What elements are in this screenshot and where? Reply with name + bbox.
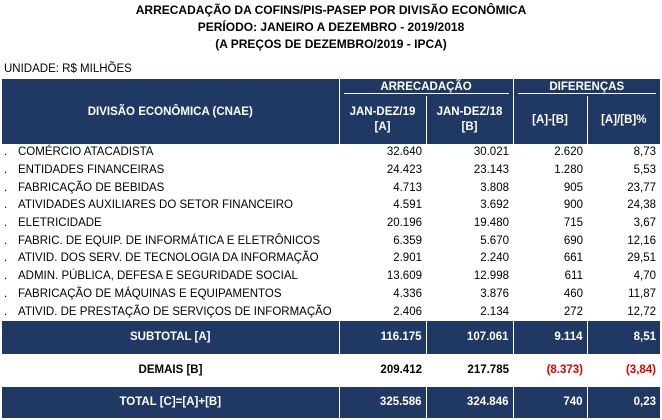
row-value-b: 23.143 [473,164,509,177]
demais-pct: (3,84) [625,364,657,377]
row-division-name [2,286,339,304]
total-diff: 740 [513,387,587,418]
demais-a: 209.412 [380,364,422,377]
row-pct: 29,51 [627,252,657,265]
row-diff: 2.620 [554,146,583,159]
table-row [2,162,660,180]
row-bullet: . [4,287,8,300]
row-division-name [2,197,339,215]
col-header-diff: [A]-[B] [513,96,587,144]
row-pct: 8,73 [633,146,657,159]
subtotal-b: 107.061 [426,321,513,354]
row-division-label: FABRICAÇÃO DE MÁQUINAS E EQUIPAMENTOS [18,287,282,300]
row-value-b: 3.876 [480,287,509,300]
report-title: ARRECADAÇÃO DA COFINS/PIS-PASEP POR DIVISÃO ECONÔMICA [135,3,527,17]
row-pct: 11,87 [628,287,657,300]
row-division-name [2,162,339,180]
row-division-name [2,303,339,321]
row-value-b: 5.670 [480,234,509,247]
col-header-pct: [A]/[B]% [587,96,660,144]
demais-diff: (8.373) [546,364,583,377]
row-division-label: FABRIC. DE EQUIP. DE INFORMÁTICA E ELETRÔNICOS [18,234,321,247]
subtotal-diff: 9.114 [513,321,587,354]
row-diff: 272 [563,305,583,318]
row-division-name [2,268,339,286]
row-value-a: 24.423 [386,164,422,177]
group-header-diferencas-label: DIFERENÇAS [518,81,657,94]
table-row [2,232,660,250]
row-pct: 24,38 [627,199,657,212]
total-a: 325.586 [339,387,426,418]
col-header-jan-dez-18-l2: [B] [461,121,478,133]
row-division-name [2,215,339,233]
row-value-b: 3.692 [480,199,509,212]
row-value-b: 2.240 [480,252,509,265]
row-value-a: 4.713 [393,181,422,194]
table-row [2,144,660,162]
row-value-b: 30.021 [473,146,509,159]
subtotal-a: 116.175 [339,321,426,354]
row-pct: 4,70 [633,270,657,283]
col-header-jan-dez-19-l2: [A] [374,121,391,133]
row-pct: 23,77 [627,181,657,194]
row-diff: 611 [564,270,583,283]
row-division-label: FABRICAÇÃO DE BEBIDAS [18,181,165,194]
col-header-jan-dez-19 [339,96,426,144]
group-header-arrecadacao [339,79,513,96]
row-division-label: ELETRICIDADE [18,217,102,230]
row-bullet: . [4,234,8,247]
row-pct: 3,67 [633,217,657,230]
report-title-block [0,0,662,53]
row-division-name [2,250,339,268]
row-value-b: 19.480 [473,217,509,230]
total-row [2,387,660,418]
row-division-label: ATIVID. DE PRESTAÇÃO DE SERVIÇOS DE INFORMAÇÃO [18,305,332,318]
row-diff: 900 [563,199,583,212]
row-bullet: . [4,270,8,283]
row-bullet: . [4,305,8,318]
demais-label: DEMAIS [B] [138,364,203,377]
row-division-name [2,179,339,197]
row-value-b: 12.998 [473,270,509,283]
subtotal-label: SUBTOTAL [A] [2,321,339,354]
group-header-arrecadacao-label: ARRECADAÇÃO [344,81,509,94]
row-value-a: 4.591 [393,199,422,212]
subtotal-pct: 8,51 [587,321,660,354]
table-body [2,144,660,321]
total-b: 324.846 [426,387,513,418]
row-value-a: 32.640 [386,146,422,159]
col-header-jan-dez-18 [426,96,513,144]
row-division-name [2,144,339,162]
table-row [2,197,660,215]
table-row [2,303,660,321]
total-pct: 0,23 [587,387,660,418]
table-row [2,268,660,286]
revenue-table [2,79,660,418]
demais-b: 217.785 [467,364,509,377]
report-period: PERÍODO: JANEIRO A DEZEMBRO - 2019/2018 [197,20,465,34]
row-division-name [2,232,339,250]
row-pct: 12,16 [627,234,657,247]
row-pct: 12,72 [627,305,657,318]
row-value-a: 4.336 [393,287,422,300]
row-value-b: 3.808 [480,181,509,194]
row-diff: 715 [563,217,583,230]
group-header-diferencas [513,79,660,96]
row-value-a: 6.359 [393,234,422,247]
row-value-a: 13.609 [386,270,422,283]
row-bullet: . [4,181,8,194]
row-diff: 905 [563,181,583,194]
row-diff: 460 [563,287,583,300]
report-price-basis: (A PREÇOS DE DEZEMBRO/2019 - IPCA) [215,37,447,51]
row-diff: 1.280 [554,164,583,177]
demais-row [2,354,660,387]
row-bullet: . [4,252,8,265]
subtotal-row [2,321,660,354]
row-diff: 690 [563,234,583,247]
unit-label: UNIDADE: R$ MILHÕES [4,63,132,75]
row-bullet: . [4,199,8,212]
col-header-jan-dez-19-l1: JAN-DEZ/19 [349,106,416,118]
row-division-label: ADMIN. PÚBLICA, DEFESA E SEGURIDADE SOCIAL [18,270,298,283]
table-row [2,250,660,268]
row-value-a: 2.406 [393,305,422,318]
row-bullet: . [4,164,8,177]
row-value-a: 2.901 [393,252,422,265]
row-diff: 661 [563,252,583,265]
row-bullet: . [4,146,8,159]
table-row [2,215,660,233]
row-division-label: ATIVID. DOS SERV. DE TECNOLOGIA DA INFORMAÇÃO [18,252,319,265]
table-row [2,286,660,304]
total-label: TOTAL [C]=[A]+[B] [2,387,339,418]
row-division-label: ENTIDADES FINANCEIRAS [18,164,165,177]
row-division-label: ATIVIDADES AUXILIARES DO SETOR FINANCEIRO [18,199,293,212]
col-header-jan-dez-18-l1: JAN-DEZ/18 [436,106,503,118]
row-value-b: 2.134 [480,305,509,318]
row-bullet: . [4,217,8,230]
row-pct: 5,53 [633,164,657,177]
table-row [2,179,660,197]
col-header-division: DIVISÃO ECONÔMICA (CNAE) [2,79,339,144]
row-division-label: COMÉRCIO ATACADISTA [18,146,154,159]
row-value-a: 20.196 [386,217,422,230]
